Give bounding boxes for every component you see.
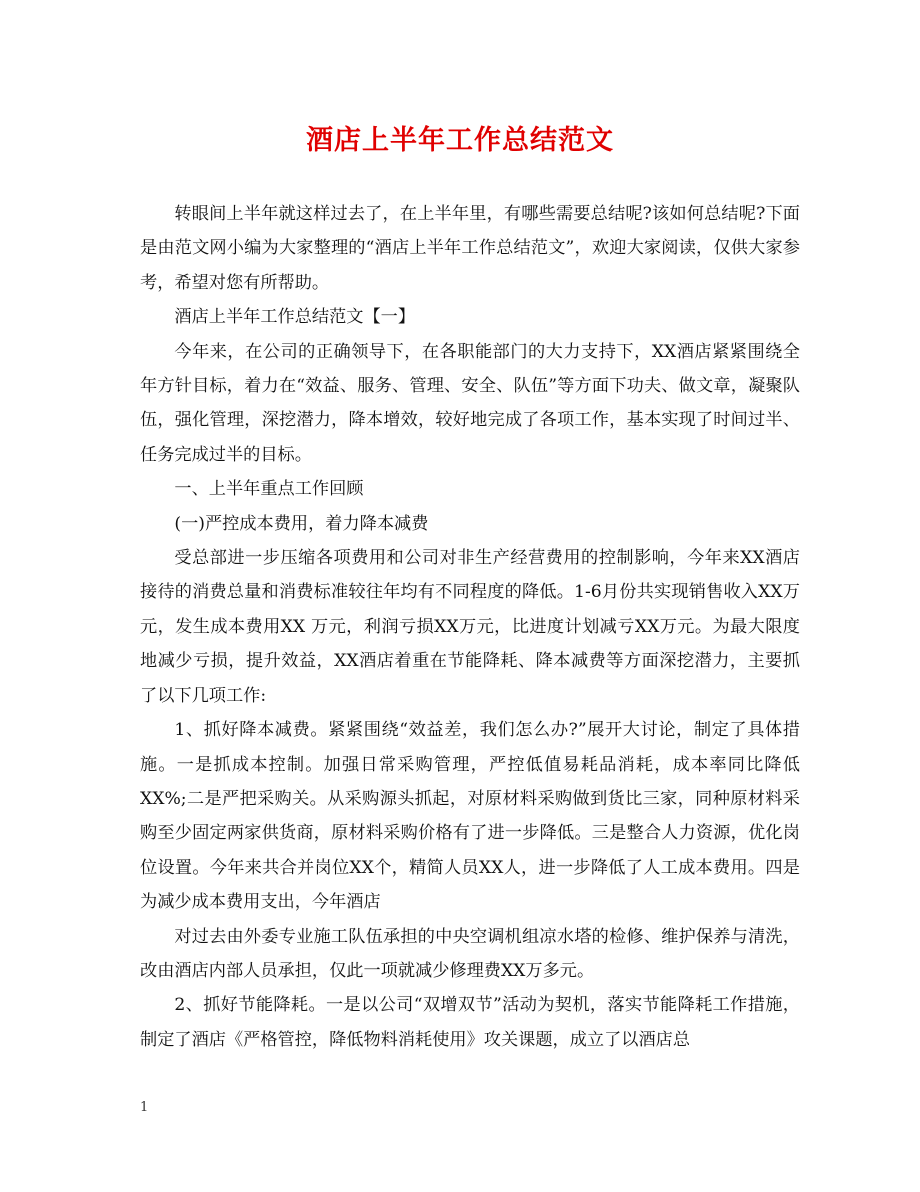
paragraph-overview: 今年来，在公司的正确领导下，在各职能部门的大力支持下，XX酒店紧紧围绕全年方针目标，着力在“效益、服务、管理、安全、队伍”等方面下功夫、做文章，凝聚队伍，强化管理，深挖潜力，降本增效，较好地完成了各项工作，基本实现了时间过半、任务完成过半的目标。 <box>140 341 800 465</box>
paragraph-intro: 转眼间上半年就这样过去了，在上半年里，有哪些需要总结呢?该如何总结呢?下面是由范文网小编为大家整理的“酒店上半年工作总结范文”，欢迎大家阅读，仅供大家参考，希望对您有所帮助。 <box>140 204 800 293</box>
heading-review: 一、上半年重点工作回顾 <box>174 479 364 500</box>
paragraph-cost-context: 受总部进一步压缩各项费用和公司对非生产经营费用的控制影响，今年来XX酒店接待的消费总量和消费标准较往年均有不同程度的降低。1-6月份共实现销售收入XX万元，发生成本费用XX 万元，利润亏损XX万元，比进度计划减亏XX万元。为最大限度地减少亏损，提升效益，XX酒店着重在节能降耗、降本减费等方面深挖潜力，主要抓了以下几项工作: <box>140 548 800 706</box>
section-heading-1: 酒店上半年工作总结范文【一】 <box>174 307 416 328</box>
document-body <box>140 197 800 1057</box>
subheading-cost-control: (一)严控成本费用，着力降本减费 <box>174 513 429 534</box>
paragraph-maintenance: 对过去由外委专业施工队伍承担的中央空调机组凉水塔的检修、维护保养与清洗，改由酒店内部人员承担，仅此一项就减少修理费XX万多元。 <box>140 926 800 981</box>
document-title: 酒店上半年工作总结范文 <box>306 125 614 156</box>
page-number: 1 <box>140 1100 149 1115</box>
paragraph-energy-saving: 2、抓好节能降耗。一是以公司“双增双节”活动为契机，落实节能降耗工作措施，制定了酒店《严格管控，降低物料消耗使用》攻关课题，成立了以酒店总 <box>140 995 800 1050</box>
paragraph-cost-reduction: 1、抓好降本减费。紧紧围绕“效益差，我们怎么办?”展开大讨论，制定了具体措施。一是抓成本控制。加强日常采购管理，严控低值易耗品消耗，成本率同比降低XX%;二是严把采购关。从采购源头抓起，对原材料采购做到货比三家，同种原材料采购至少固定两家供货商，原材料采购价格有了进一步降低。三是整合人力资源，优化岗位设置。今年来共合并岗位XX个，精简人员XX人，进一步降低了人工成本费用。四是为减少成本费用支出，今年酒店 <box>140 720 800 913</box>
